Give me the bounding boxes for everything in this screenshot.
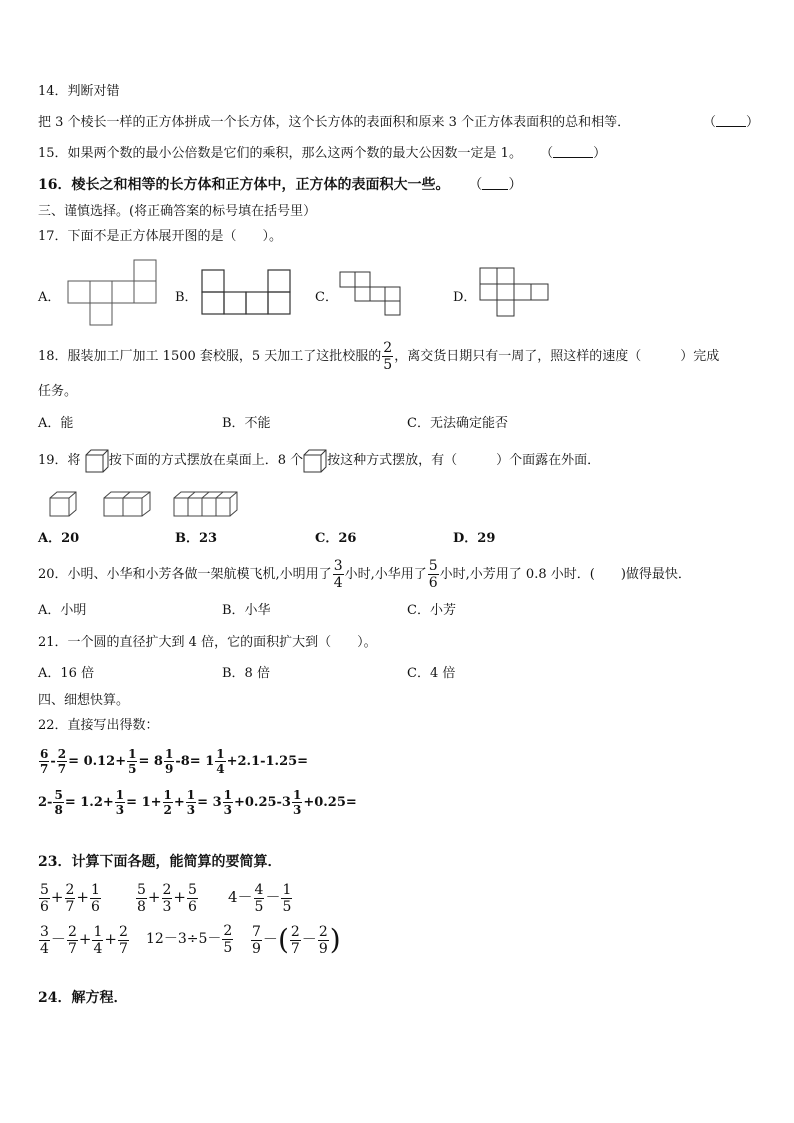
q22-row-1 [38,745,308,779]
q14-text: 把 3 个棱长一样的正方体拼成一个长方体，这个长方体的表面积和原来 3 个正方体表面积的总和相等． [38,115,631,130]
q19-text-mid: 按下面的方式摆放在桌面上．8 个 [108,453,304,468]
cube-icon [85,449,109,473]
q18-text-pre: 18．服装加工厂加工 1500 套校服，5 天加工了这批校服的 [38,349,382,364]
q24-title: 24．解方程． [38,990,128,1006]
q21-option-b[interactable]: B．8 倍 [222,666,270,681]
q20-text-b: 小时,小华用了 [344,567,427,582]
q22-title: 22．直接写出得数： [38,718,159,733]
net-b-figure [200,268,295,318]
q22-item-5: 2- $\frac{5}{8}$ = [38,788,76,817]
q17-option-d: D． [453,290,477,305]
q19-option-c[interactable]: C．26 [315,531,357,546]
q20-option-a[interactable]: A．小明 [38,603,87,618]
q21-option-c[interactable]: C．4 倍 [407,666,456,681]
q20-fraction-1: $\frac{3}{4}$ [333,558,343,591]
q18-option-b[interactable]: B．不能 [222,416,271,431]
q23-expr-4: $\frac{3}{4}$ － $\frac{2}{7}$ + $\frac{1}{4}$ + $\frac{2}{7}$ [40,923,128,957]
q23-expr-3: 4－ $\frac{4}{5}$ － $\frac{1}{5}$ [228,881,292,915]
q14-title: 14．判断对错 [38,84,120,99]
q22-item-2: 0.12+ $\frac{1}{5}$ = [83,747,150,776]
q17-option-b[interactable]: B． [175,290,198,305]
q19-arrangement-3 [173,491,239,517]
q23-expr-5: 12－3÷5－ $\frac{2}{5}$ [146,922,233,956]
q15-statement [38,145,606,163]
section3-title: 三、谨慎选择。(将正确答案的标号填在括号里） [38,204,317,219]
q23-title: 23．计算下面各题，能简算的要简算． [38,854,282,870]
q18-line2: 任务。 [38,384,78,399]
q17-option-c[interactable]: C． [315,290,338,305]
q21-question: 21．一个圆的直径扩大到 4 倍，它的面积扩大到（ ）。 [38,635,377,650]
net-c-figure [338,270,403,318]
q15-text: 15．如果两个数的最小公倍数是它们的乘积，那么这两个数的最大公因数一定是 1。 [38,146,522,161]
q16-answer-blank[interactable]: （ ） [468,177,523,193]
q15-answer-blank[interactable]: （ ） [540,146,607,161]
q20-option-c[interactable]: C．小芳 [407,603,456,618]
q16-statement [38,176,522,194]
q20-question [38,557,691,593]
q19-text-pre: 19．将 [38,453,81,468]
q20-text-c: 小时,小芳用了 0.8 小时．( )做得最快． [439,567,691,582]
q22-item-3: 8 $\frac{1}{9}$ -8= [153,747,201,776]
q19-option-a[interactable]: A．20 [38,531,80,546]
q18-option-c[interactable]: C．无法确定能否 [407,416,508,431]
net-a-figure [66,259,161,329]
q20-option-b[interactable]: B．小华 [222,603,271,618]
q19-option-b[interactable]: B．23 [175,531,218,546]
q22-item-8: 3 $\frac{1}{3}$ +0.25-3 $\frac{1}{3}$ +0.25= [212,788,357,817]
cube-icon [303,449,327,473]
q20-text-a: 20．小明、小华和小芳各做一架航模飞机,小明用了 [38,567,332,582]
net-d-figure [478,266,553,318]
q23-expr-1: $\frac{5}{6}$ + $\frac{2}{7}$ + $\frac{1}{6}$ [40,881,100,915]
q19-arrangement-1 [49,491,77,517]
q22-item-1: $\frac{6}{7}$ - $\frac{2}{7}$ = [40,747,80,776]
q14-statement [38,114,630,132]
q19-option-d[interactable]: D．29 [453,531,496,546]
section4-title: 四、细想快算。 [38,693,130,708]
q22-item-6: 1.2+ $\frac{1}{3}$ = [80,788,138,817]
q14-answer-blank[interactable]: （ ） [703,115,760,130]
q18-fraction: $\frac{2}{5}$ [383,340,393,373]
q19-arrangement-2 [103,491,151,517]
q23-expr-2: $\frac{5}{8}$ + $\frac{2}{3}$ + $\frac{5}{6}$ [137,881,197,915]
q19-text-post: 按这种方式摆放，有（ ）个面露在外面． [327,453,601,468]
q20-fraction-2: $\frac{5}{6}$ [428,558,438,591]
q17-option-a[interactable]: A． [38,290,61,305]
q17-question: 17．下面不是正方体展开图的是（ ）。 [38,229,283,244]
q22-row-2 [38,786,357,820]
q19-question [38,448,600,474]
q18-option-a[interactable]: A．能 [38,416,74,431]
q21-option-a[interactable]: A．16 倍 [38,666,95,681]
q18-question [38,340,719,374]
q23-expr-6: $\frac{7}{9}$ －( $\frac{2}{7}$ － $\frac{2}{9}$ ) [252,923,341,957]
q16-text: 16．棱长之和相等的长方体和正方体中，正方体的表面积大一些。 [38,177,450,193]
q22-item-7: 1+ $\frac{1}{2}$ + $\frac{1}{3}$ = [141,788,209,817]
q18-text-post: ，离交货日期只有一周了，照这样的速度（ ）完成 [394,349,720,364]
q22-item-4: 1 $\frac{1}{4}$ +2.1-1.25= [205,747,309,776]
